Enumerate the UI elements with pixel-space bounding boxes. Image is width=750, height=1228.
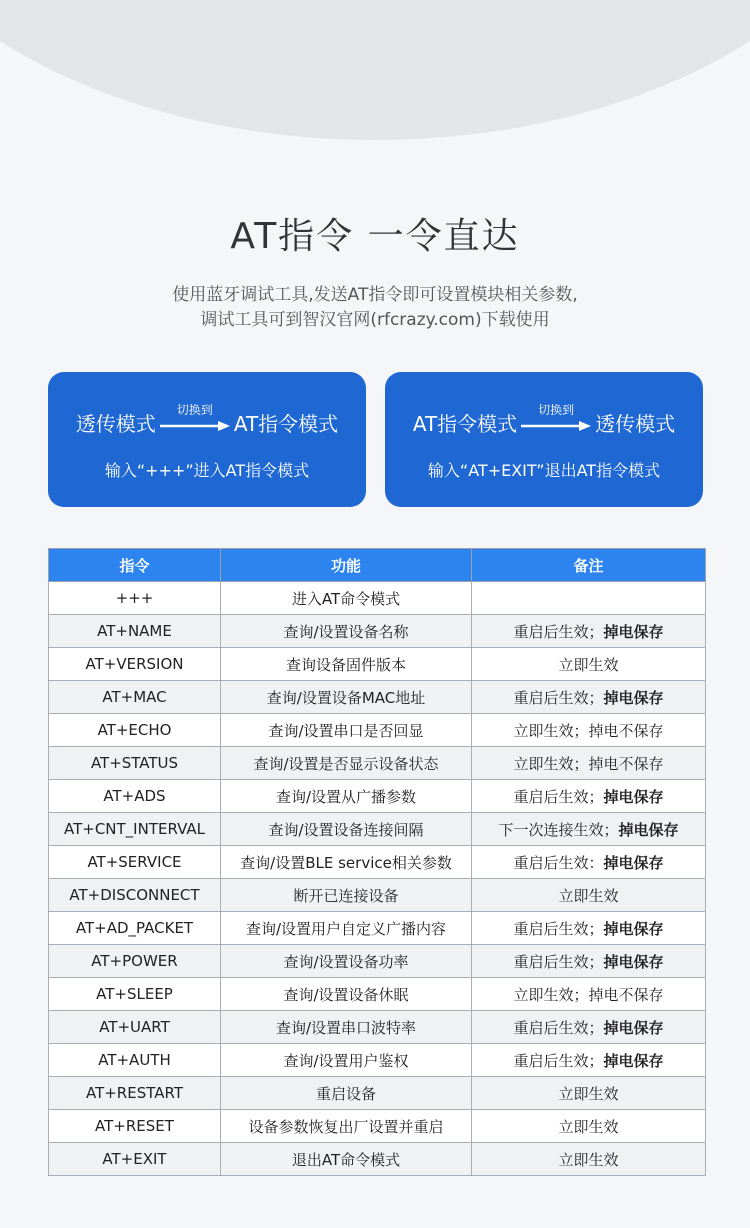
cell-command: AT+CNT_INTERVAL [49,813,221,846]
header-note: 备注 [472,549,706,582]
note-persistence-text: 掉电保存 [603,952,664,971]
cell-function: 查询/设置从广播参数 [221,780,472,813]
header-command: 指令 [49,549,221,582]
cell-command: +++ [49,582,221,615]
note-persistence-text: 掉电保存 [603,688,664,707]
note-text: 重启后生效： [513,853,604,872]
cell-note [472,780,706,813]
table-row [49,615,706,648]
card-instruction: 输入“AT+EXIT”退出AT指令模式 [427,461,661,480]
card-to-mode: 透传模式 [595,412,676,436]
table-row [49,945,706,978]
cell-command: AT+RESET [49,1110,221,1143]
cell-command: AT+DISCONNECT [49,879,221,912]
table-row [49,681,706,714]
note-text: 重启后生效； [513,688,604,707]
page-title: AT指令 一令直达 [230,216,520,257]
cell-note [472,879,706,912]
cell-command: AT+VERSION [49,648,221,681]
cell-function: 查询/设置是否显示设备状态 [221,747,472,780]
note-persistence-text: 掉电保存 [603,1018,664,1037]
cell-command: AT+ADS [49,780,221,813]
subtitle-line-1: 使用蓝牙调试工具,发送AT指令即可设置模块相关参数, [172,285,578,305]
cell-function: 查询设备固件版本 [221,648,472,681]
cell-note [472,582,706,615]
card-to-mode: AT指令模式 [233,412,339,436]
cell-function: 查询/设置串口波特率 [221,1011,472,1044]
note-persistence-text: 掉电保存 [603,622,664,641]
cell-note [472,648,706,681]
card-from-mode: AT指令模式 [412,412,518,436]
note-text: 立即生效 [558,1084,619,1103]
cell-command: AT+MAC [49,681,221,714]
note-persistence-text: 掉电保存 [603,919,664,938]
switch-arrow [521,402,591,433]
arrow-label: 切换到 [176,402,213,417]
table-row [49,1143,706,1176]
cell-note [472,813,706,846]
table-row [49,747,706,780]
table-row [49,846,706,879]
mode-switch-card-enter [48,372,366,507]
cell-command: AT+SERVICE [49,846,221,879]
cell-function: 查询/设置串口是否回显 [221,714,472,747]
table-row [49,1110,706,1143]
cell-note [472,912,706,945]
cell-function: 断开已连接设备 [221,879,472,912]
cell-command: AT+POWER [49,945,221,978]
card-from-mode: 透传模式 [75,412,156,436]
cell-function: 查询/设置设备名称 [221,615,472,648]
cell-function: 设备参数恢复出厂设置并重启 [221,1110,472,1143]
cell-command: AT+AD_PACKET [49,912,221,945]
table-row [49,1044,706,1077]
arrow-right-icon [521,421,591,431]
table-row [49,813,706,846]
cell-note [472,1044,706,1077]
card-instruction: 输入“+++”进入AT指令模式 [104,461,310,480]
cell-note [472,1143,706,1176]
cell-command: AT+ECHO [49,714,221,747]
note-text: 立即生效 [558,886,619,905]
note-persistence-text: 掉电保存 [618,820,679,839]
cell-note [472,615,706,648]
note-text: 立即生效 [558,655,619,674]
note-persistence-text: 掉电保存 [603,787,664,806]
note-text: 重启后生效； [513,1018,604,1037]
arrow-label: 切换到 [538,402,575,417]
note-text: 下一次连接生效； [498,820,619,839]
cell-function: 退出AT命令模式 [221,1143,472,1176]
cell-note [472,1110,706,1143]
table-row [49,912,706,945]
cell-command: AT+NAME [49,615,221,648]
page-subtitle [0,283,750,333]
subtitle-line-2: 调试工具可到智汉官网(rfcrazy.com)下载使用 [200,310,550,330]
background-arc [0,0,750,140]
cell-command: AT+AUTH [49,1044,221,1077]
cell-note [472,681,706,714]
cell-function: 查询/设置BLE service相关参数 [221,846,472,879]
note-text: 立即生效；掉电不保存 [513,721,664,740]
note-text: 重启后生效； [513,622,604,641]
table-row [49,780,706,813]
cell-command: AT+UART [49,1011,221,1044]
note-text: 立即生效 [558,1117,619,1136]
cell-function: 查询/设置设备功率 [221,945,472,978]
mode-switch-card-exit [385,372,703,507]
switch-arrow [160,402,230,433]
cell-command: AT+SLEEP [49,978,221,1011]
note-persistence-text: 掉电保存 [603,853,664,872]
note-text: 重启后生效； [513,952,604,971]
table-row [49,1077,706,1110]
note-text: 重启后生效； [513,1051,604,1070]
cell-command: AT+RESTART [49,1077,221,1110]
note-persistence-text: 掉电保存 [603,1051,664,1070]
cell-note [472,978,706,1011]
cell-function: 查询/设置设备连接间隔 [221,813,472,846]
table-row [49,714,706,747]
cell-note [472,846,706,879]
note-text: 立即生效；掉电不保存 [513,754,664,773]
cell-note [472,945,706,978]
note-text: 立即生效；掉电不保存 [513,985,664,1004]
cell-function: 重启设备 [221,1077,472,1110]
cell-function: 查询/设置用户鉴权 [221,1044,472,1077]
header-function: 功能 [221,549,472,582]
note-text: 重启后生效； [513,919,604,938]
cell-note [472,714,706,747]
table-row [49,648,706,681]
table-header-row [49,549,706,582]
cell-note [472,1011,706,1044]
note-text: 重启后生效； [513,787,604,806]
cell-function: 进入AT命令模式 [221,582,472,615]
table-row [49,978,706,1011]
table-row [49,582,706,615]
note-text: 立即生效 [558,1150,619,1169]
arrow-right-icon [160,421,230,431]
at-command-table [48,548,706,1176]
cell-command: AT+EXIT [49,1143,221,1176]
cell-function: 查询/设置设备休眠 [221,978,472,1011]
table-row [49,879,706,912]
cell-note [472,1077,706,1110]
cell-function: 查询/设置用户自定义广播内容 [221,912,472,945]
table-row [49,1011,706,1044]
cell-note [472,747,706,780]
cell-command: AT+STATUS [49,747,221,780]
table-body [49,582,706,1176]
cell-function: 查询/设置设备MAC地址 [221,681,472,714]
